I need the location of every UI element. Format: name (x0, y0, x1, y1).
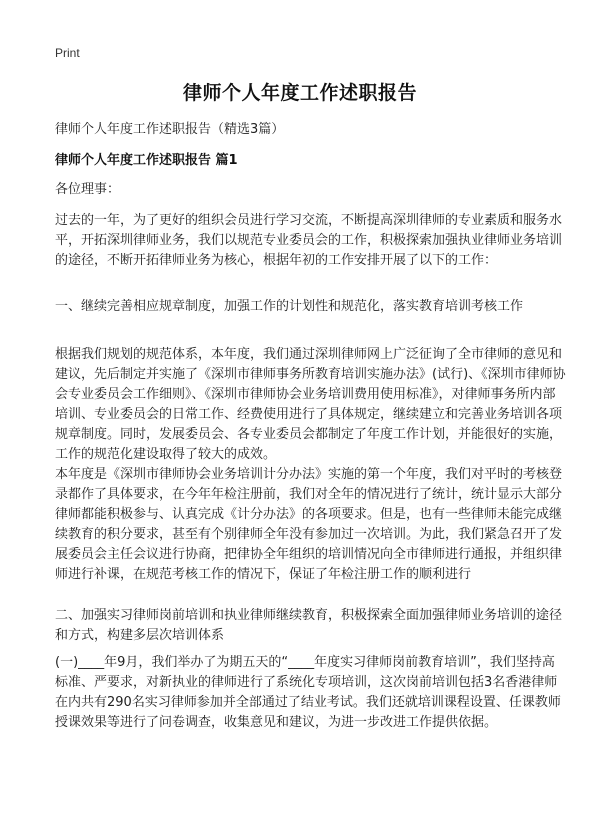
section-heading: 律师个人年度工作述职报告 篇1 (55, 153, 238, 168)
paragraph-intro: 过去的一年，为了更好的组织会员进行学习交流，不断提高深圳律师的专业素质和服务水平，开拓深圳律师业务，我们以规范专业委员会的工作，积极探索加强执业律师业务培训的途径，不断开拓律师业务为核心，根据年初的工作安排开展了以下的工作： (55, 213, 563, 268)
heading-item-one: 一、继续完善相应规章制度，加强工作的计划性和规范化，落实教育培训考核工作 (55, 299, 524, 314)
paragraph-assessment: 本年度是《深圳市律师协会业务培训计分办法》实施的第一个年度，我们对平时的考核登录都作了具体要求，在今年年检注册前，我们对全年的情况进行了统计，统计显示大部分律师都能积极参与、认真完成《计分办法》的各项要求。但是，也有一些律师未能完成继续教育的积分要求，甚至有个别律师全年没有参加过一次培训。为此，我们紧急召开了发展委员会主任会议进行协商，把律协全年组织的培训情况向全市律师进行通报，并组织律师进行补课，在规范考核工作的情况下，保证了年检注册工作的顺利进行 (55, 467, 563, 582)
document-title: 律师个人年度工作述职报告 (182, 82, 417, 104)
document-subtitle: 律师个人年度工作述职报告（精选3篇） (55, 122, 285, 137)
paragraph-training: (一)____年9月，我们举办了为期五天的“____年度实习律师岗前教育培训”，我们坚持高标准、严要求，对新执业的律师进行了系统化专项培训，这次岗前培训包括3名香港律师在内共有290名实习律师参加并全部通过了结业考试。我们还就培训课程设置、任课教师授课效果等进行了问卷调查，收集意见和建议，为进一步改进工作提供依据。 (55, 655, 561, 730)
greeting: 各位理事： (55, 182, 121, 197)
heading-item-two: 二、加强实习律师岗前培训和执业律师继续教育，积极探索全面加强律师业务培训的途径和方式，构建多层次培训体系 (55, 608, 563, 643)
print-label[interactable]: Print (55, 46, 80, 60)
paragraph-regulations: 根据我们规划的规范体系，本年度，我们通过深圳律师网上广泛征询了全市律师的意见和建议，先后制定并实施了《深圳市律师事务所教育培训实施办法》(试行)、《深圳市律师协会专业委员会工作细则》、《深圳市律师协会业务培训费用使用标准》，对律师事务所内部培训、专业委员会的日常工作、经费使用进行了具体规定，继续建立和完善业务培训各项规章制度。同时，发展委员会、各专业委员会都制定了年度工作计划，并能很好的实施，工作的规范化建设取得了较大的成效。 (55, 347, 566, 462)
